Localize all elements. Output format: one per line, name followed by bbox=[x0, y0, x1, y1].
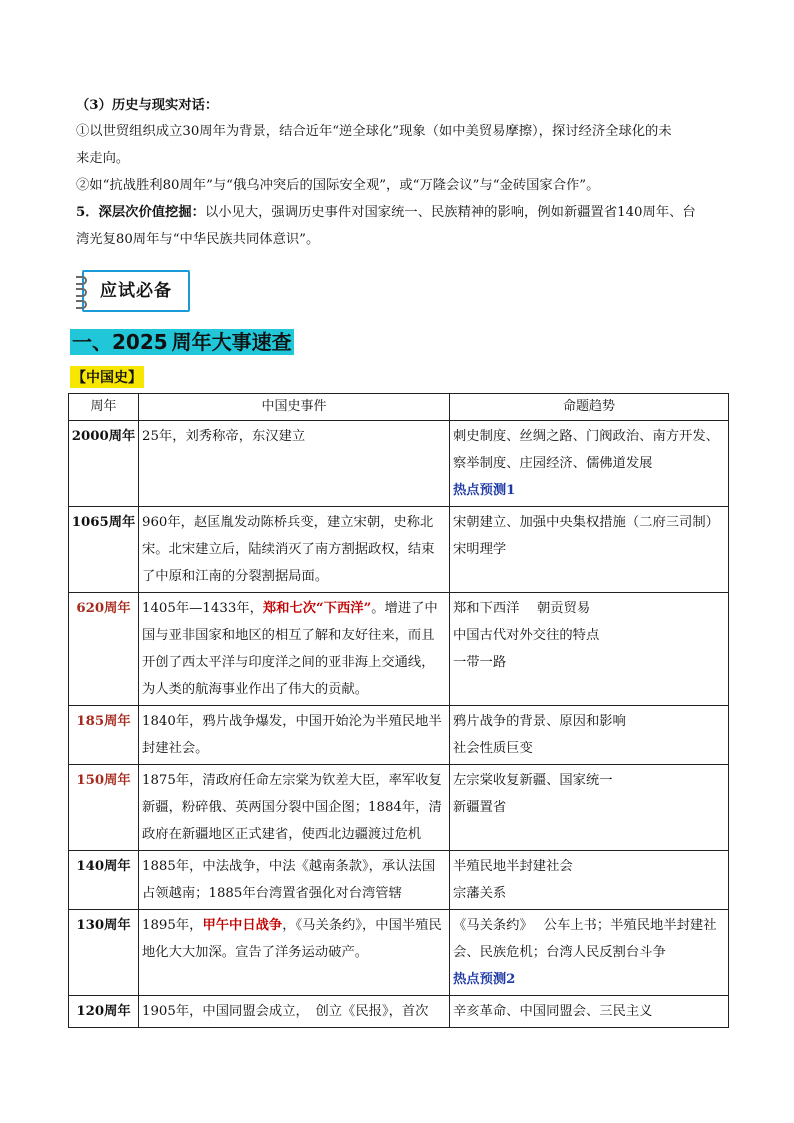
table-row bbox=[69, 910, 729, 996]
section-title-main: 周年大事速查 bbox=[171, 330, 292, 354]
trend-line: 刺史制度、丝绸之路、门阀政治、南方开发、察举制度、庄园经济、儒佛道发展 bbox=[453, 429, 719, 471]
trend-line: 宋明理学 bbox=[453, 542, 507, 557]
badge-label: 应试必备 bbox=[100, 281, 172, 301]
header-trend: 命题趋势 bbox=[450, 394, 729, 421]
trend-line: 新疆置省 bbox=[453, 800, 507, 815]
anniversary-cell: 120周年 bbox=[69, 996, 139, 1028]
highlighted-event-text: 郑和七次“下西洋” bbox=[262, 601, 372, 616]
intro-paragraph-1-line-2: 来走向。 bbox=[76, 151, 130, 166]
intro-heading-history-dialogue: （3）历史与现实对话： bbox=[76, 98, 219, 113]
trend-line: 宋朝建立、加强中央集权措施（二府三司制） bbox=[453, 515, 719, 530]
intro-point-5-heading: 5．深层次价值挖掘： bbox=[76, 205, 205, 220]
trend-line: 宗藩关系 bbox=[453, 886, 507, 901]
header-anniversary: 周年 bbox=[69, 394, 139, 421]
trend-cell bbox=[450, 765, 729, 851]
section-title-prefix: 一、2025 bbox=[72, 330, 168, 354]
trend-cell bbox=[450, 507, 729, 593]
trend-cell bbox=[450, 421, 729, 507]
section-title bbox=[70, 326, 294, 356]
intro-paragraph-3-line-1 bbox=[76, 199, 696, 226]
event-text: 1895年， bbox=[142, 918, 203, 933]
anniversary-table bbox=[68, 393, 729, 1028]
intro-paragraph-3-line-2: 湾光复80周年与“中华民族共同体意识”。 bbox=[76, 232, 320, 247]
event-text: 25年，刘秀称帝，东汉建立 bbox=[142, 429, 306, 444]
event-cell bbox=[139, 851, 450, 910]
anniversary-cell: 140周年 bbox=[69, 851, 139, 910]
event-text: 960年，赵匡胤发动陈桥兵变，建立宋朝，史称北宋。北宋建立后，陆续消灭了南方割据政权，结束了中原和江南的分裂割据局面。 bbox=[142, 515, 435, 584]
header-event: 中国史事件 bbox=[139, 394, 450, 421]
section-badge bbox=[78, 266, 190, 312]
table-row bbox=[69, 593, 729, 706]
trend-line: 辛亥革命、中国同盟会、三民主义 bbox=[453, 1004, 653, 1019]
event-text: 。增进了中国与亚非国家和地区的相互了解和友好往来，而且开创了西太平洋与印度洋之间的亚非海上交通线，为人类的航海事业作出了伟大的贡献。 bbox=[142, 601, 438, 697]
table-row bbox=[69, 765, 729, 851]
intro-point-5-text: 以小见大，强调历史事件对国家统一、民族精神的影响，例如新疆置省140周年、台 bbox=[204, 205, 696, 220]
event-text: 1405年—1433年， bbox=[142, 601, 263, 616]
event-text: 1875年，清政府任命左宗棠为钦差大臣，率军收复新疆，粉碎俄、英两国分裂中国企图；1884年，清政府在新疆地区正式建省，使西北边疆渡过危机 bbox=[142, 773, 442, 842]
intro-paragraph-1-line-1: ①以世贸组织成立30周年为背景，结合近年“逆全球化”现象（如中美贸易摩擦），探讨经济全球化的未 bbox=[76, 124, 672, 139]
trend-line: 郑和下西洋 朝贡贸易 bbox=[453, 601, 591, 616]
event-cell bbox=[139, 765, 450, 851]
event-text: 1885年，中法战争，中法《越南条款》，承认法国占领越南；1885年台湾置省强化对台湾管辖 bbox=[142, 859, 436, 901]
anniversary-cell: 620周年 bbox=[69, 593, 139, 706]
event-text: 1840年，鸦片战争爆发，中国开始沦为半殖民地半封建社会。 bbox=[142, 714, 442, 756]
trend-line: 《马关条约》 公车上书；半殖民地半封建社会、民族危机；台湾人民反割台斗争 bbox=[453, 918, 717, 960]
event-cell bbox=[139, 706, 450, 765]
trend-line: 鸦片战争的背景、原因和影响 bbox=[453, 714, 626, 729]
anniversary-cell: 2000周年 bbox=[69, 421, 139, 507]
trend-line: 半殖民地半封建社会 bbox=[453, 859, 573, 874]
event-text: ，《马关条约》，中国半殖民地化大大加深。宣告了洋务运动破产。 bbox=[142, 918, 442, 960]
intro-paragraph-2: ②如“抗战胜利80周年”与“俄乌冲突后的国际安全观”，或“万隆会议”与“金砖国家合作”。 bbox=[76, 178, 600, 193]
trend-cell bbox=[450, 910, 729, 996]
notebook-rings-icon bbox=[76, 276, 88, 304]
event-cell bbox=[139, 507, 450, 593]
highlighted-event-text: 甲午中日战争 bbox=[202, 918, 283, 933]
table-row bbox=[69, 421, 729, 507]
trend-line: 左宗棠收复新疆、国家统一 bbox=[453, 773, 613, 788]
event-cell bbox=[139, 593, 450, 706]
hot-prediction-link: 热点预测1 bbox=[453, 483, 516, 498]
trend-line: 社会性质巨变 bbox=[453, 741, 533, 756]
trend-cell bbox=[450, 593, 729, 706]
trend-line: 中国古代对外交往的特点 bbox=[453, 628, 600, 643]
trend-cell bbox=[450, 706, 729, 765]
trend-line: 一带一路 bbox=[453, 655, 507, 670]
table-header-row bbox=[69, 394, 729, 421]
trend-cell bbox=[450, 851, 729, 910]
table-row bbox=[69, 706, 729, 765]
anniversary-cell: 130周年 bbox=[69, 910, 139, 996]
event-text: 1905年，中国同盟会成立， 创立《民报》，首次 bbox=[142, 1004, 429, 1019]
event-cell bbox=[139, 996, 450, 1028]
event-cell bbox=[139, 910, 450, 996]
table-row bbox=[69, 851, 729, 910]
hot-prediction-link: 热点预测2 bbox=[453, 972, 516, 987]
table-row bbox=[69, 507, 729, 593]
anniversary-cell: 1065周年 bbox=[69, 507, 139, 593]
anniversary-cell: 150周年 bbox=[69, 765, 139, 851]
trend-cell bbox=[450, 996, 729, 1028]
category-label: 【中国史】 bbox=[70, 366, 144, 388]
event-cell bbox=[139, 421, 450, 507]
table-row bbox=[69, 996, 729, 1028]
anniversary-cell: 185周年 bbox=[69, 706, 139, 765]
